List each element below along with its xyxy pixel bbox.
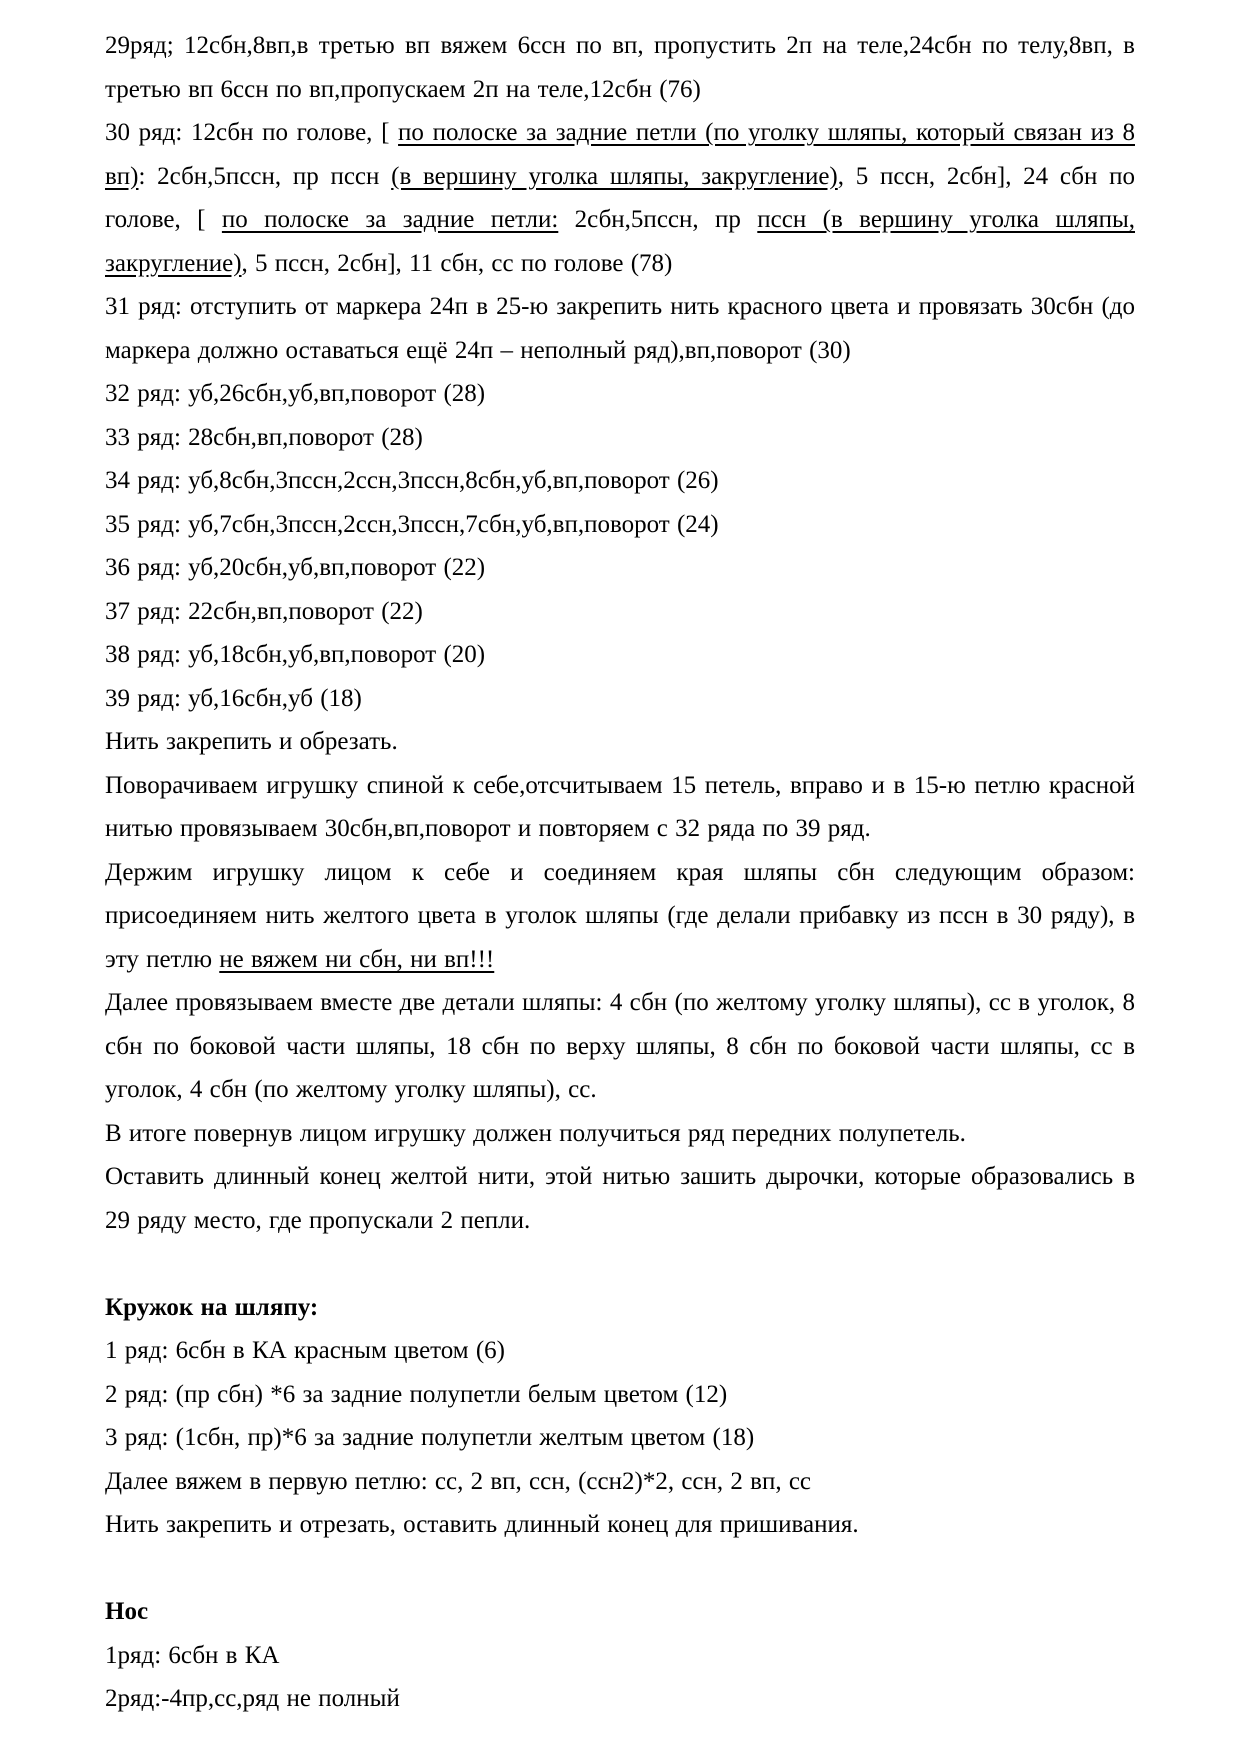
text-run: 33 ряд: 28сбн,вп,поворот (28) (105, 423, 423, 451)
text-run: 3 ряд: (1сбн, пр)*6 за задние полупетли желтым цветом (18) (105, 1424, 755, 1451)
heading-text: Нос (105, 1598, 149, 1625)
paragraph-circle-row-1 (105, 1329, 1135, 1373)
paragraph-row-32 (105, 372, 1135, 416)
text-run: 34 ряд: уб,8сбн,3пссн,2ссн,3пссн,8сбн,уб,вп,поворот (26) (105, 467, 719, 494)
text-run: Нить закрепить и обрезать. (105, 728, 398, 755)
paragraph-row-36 (105, 546, 1135, 590)
paragraph-circle-row-2 (105, 1373, 1135, 1417)
paragraph-circle-finish (105, 1503, 1135, 1547)
text-run: 32 ряд: уб,26сбн,уб,вп,поворот (28) (105, 380, 486, 407)
text-run: 39 ряд: уб,16сбн,уб (18) (105, 684, 362, 712)
paragraph-result (105, 1112, 1135, 1156)
heading-nose (105, 1590, 1135, 1634)
paragraph-row-34 (105, 459, 1135, 503)
text-run: Оставить длинный конец желтой нити, этой нитью зашить дырочки, которые образовались в 29 ряду место, где пропускали 2 пепли. (105, 1163, 1135, 1234)
paragraph-row-37 (105, 590, 1135, 634)
paragraph-nose-row-1 (105, 1634, 1135, 1678)
paragraph-join-hat-parts (105, 981, 1135, 1112)
text-run: 1ряд: 6сбн в КА (105, 1641, 280, 1669)
underlined-text: по полоске за задние петли (по уголку шляпы, который связан из 8 вп) (105, 119, 1135, 190)
text-run: 1 ряд: 6сбн в КА красным цветом (6) (105, 1337, 506, 1364)
heading-text: Кружок на шляпу: (105, 1293, 319, 1321)
paragraph-row-31 (105, 285, 1135, 372)
text-run: , 5 пссн, 2сбн], 11 сбн, сс по голове (78) (241, 249, 673, 277)
paragraph-hold-face (105, 851, 1135, 982)
document-body (105, 24, 1135, 1721)
spacer-2 (105, 1547, 1135, 1591)
paragraph-turn-toy (105, 764, 1135, 851)
text-run: Поворачиваем игрушку спиной к себе,отсчитываем 15 петель, вправо и в 15-ю петлю красной нитью провязываем 30сбн,вп,поворот и повторяем с 32 ряда по 39 ряд. (105, 771, 1135, 842)
text-run: 29ряд; 12сбн,8вп,в третью вп вяжем 6ссн по вп, пропустить 2п на теле,24сбн по телу,8вп, в третью вп 6ссн по вп,пропускаем 2п на теле,12сбн (76) (105, 32, 1135, 103)
text-run: В итоге повернув лицом игрушку должен получиться ряд передних полупетель. (105, 1119, 966, 1147)
text-run: Нить закрепить и отрезать, оставить длинный конец для пришивания. (105, 1511, 859, 1538)
text-run: Далее вяжем в первую петлю: сс, 2 вп, ссн, (ссн2)*2, ссн, 2 вп, сс (105, 1467, 812, 1495)
paragraph-circle-first-loop (105, 1460, 1135, 1504)
text-run: Далее провязываем вместе две детали шляпы: 4 сбн (по желтому уголку шляпы), сс в уголок, 8 сбн по боковой части шляпы, 18 сбн по верху шляпы, 8 сбн по боковой части шляпы, сс в уголок, 4 сбн (по желтому уголку шляпы), сс. (105, 989, 1135, 1103)
text-run: , 5 пссн, 2сбн], 24 сбн по голове, [ (105, 162, 1135, 233)
paragraph-row-29 (105, 24, 1135, 111)
paragraph-circle-row-3 (105, 1416, 1135, 1460)
paragraph-leave-tail (105, 1155, 1135, 1242)
paragraph-row-33 (105, 416, 1135, 460)
underlined-text: не вяжем ни сбн, ни вп!!! (219, 945, 495, 973)
underlined-text: (в вершину уголка шляпы, закругление) (391, 162, 838, 190)
paragraph-nose-row-2 (105, 1677, 1135, 1721)
text-run: 2сбн,5пссн, пр (558, 206, 758, 233)
text-run: Держим игрушку лицом к себе и соединяем края шляпы сбн следующим образом: присоединяем нить желтого цвета в уголок шляпы (где делали прибавку из пссн в 30 ряду), в эту петлю (105, 858, 1135, 973)
text-run: : 2сбн,5пссн, пр пссн (138, 162, 392, 190)
text-run: 35 ряд: уб,7сбн,3пссн,2ссн,3пссн,7сбн,уб,вп,поворот (24) (105, 510, 719, 538)
underlined-text: пссн (в вершину уголка шляпы, закругление) (105, 206, 1135, 277)
text-run: 38 ряд: уб,18сбн,уб,вп,поворот (20) (105, 641, 486, 668)
paragraph-row-39 (105, 677, 1135, 721)
text-run: 2 ряд: (пр сбн) *6 за задние полупетли белым цветом (12) (105, 1380, 728, 1408)
underlined-text: по полоске за задние петли: (221, 206, 559, 233)
text-run: 31 ряд: отступить от маркера 24п в 25-ю закрепить нить красного цвета и провязать 30сбн (до маркера должно оставаться ещё 24п – неполный ряд),вп,поворот (30) (105, 293, 1135, 364)
paragraph-row-30 (105, 111, 1135, 285)
text-run: 30 ряд: 12сбн по голове, [ (105, 119, 399, 146)
spacer-1 (105, 1242, 1135, 1286)
paragraph-row-35 (105, 503, 1135, 547)
text-run: 37 ряд: 22сбн,вп,поворот (22) (105, 597, 423, 625)
text-run: 2ряд:-4пр,сс,ряд не полный (105, 1685, 400, 1712)
paragraph-fasten-off (105, 720, 1135, 764)
text-run: 36 ряд: уб,20сбн,уб,вп,поворот (22) (105, 554, 486, 581)
paragraph-row-38 (105, 633, 1135, 677)
heading-circle-on-hat (105, 1286, 1135, 1330)
